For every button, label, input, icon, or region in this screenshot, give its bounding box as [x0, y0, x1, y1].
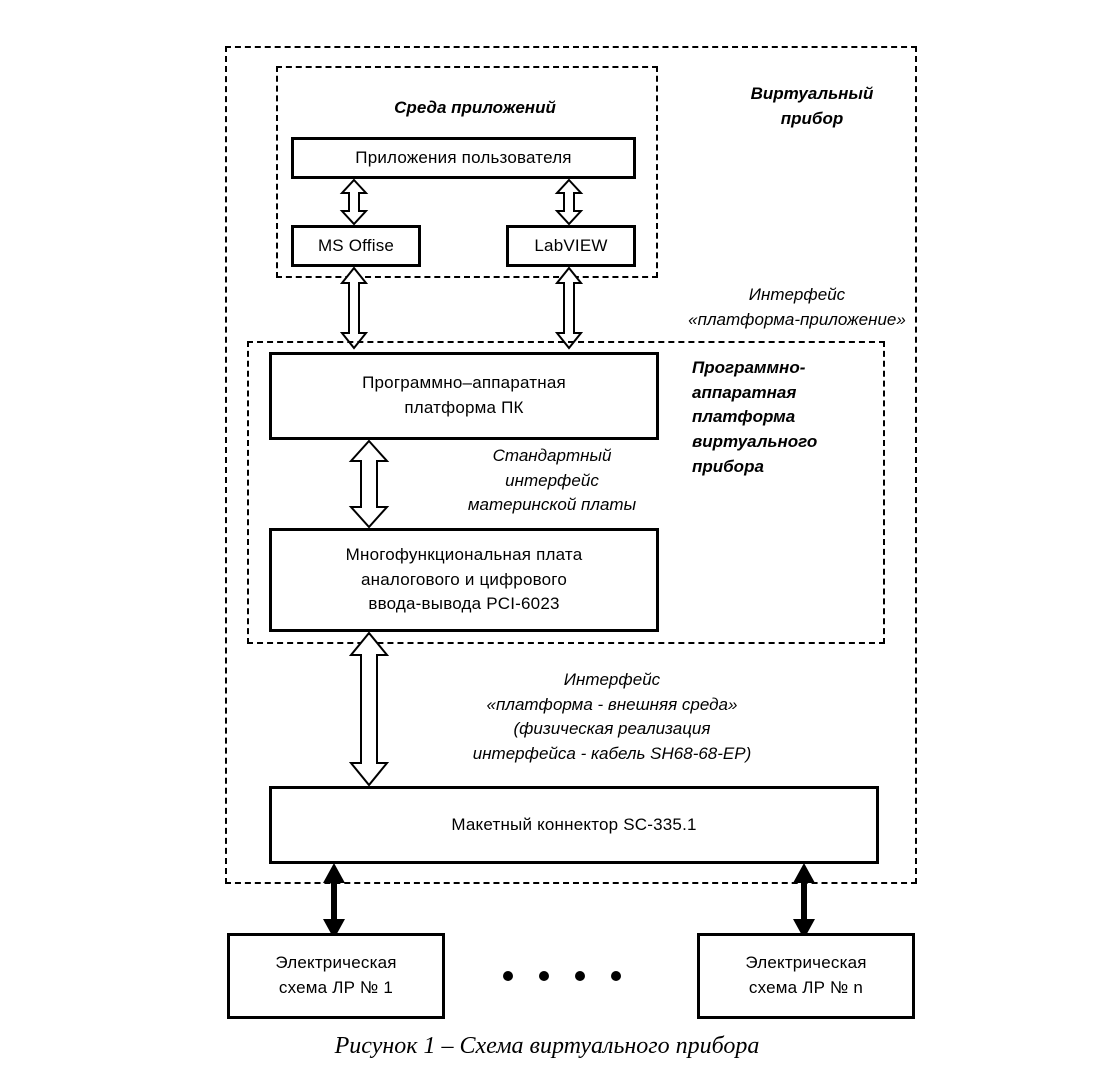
- box-daq-board: Многофункциональная плата аналогового и цифрового ввода-вывода PCI-6023: [269, 528, 659, 632]
- figure-caption: Рисунок 1 – Схема виртуального прибора: [334, 1033, 760, 1059]
- box-prototyping-connector: Макетный коннектор SC-335.1: [269, 786, 879, 864]
- label-interface-motherboard: Стандартный интерфейс материнской платы: [467, 446, 637, 515]
- dot: [539, 971, 549, 981]
- dot: [575, 971, 585, 981]
- ellipsis-dots: [503, 971, 621, 981]
- dot: [503, 971, 513, 981]
- application-environment-title: Среда приложений: [394, 98, 556, 117]
- box-lab-circuit-1: Электрическая схема ЛР № 1: [227, 933, 445, 1019]
- box-labview: LabVIEW: [506, 225, 636, 267]
- arrow-labview-platform: [552, 266, 586, 350]
- box-user-applications: Приложения пользователя: [291, 137, 636, 179]
- arrow-userapps-msoffice: [337, 178, 371, 226]
- outer-frame-label: Виртуальный прибор: [750, 84, 874, 128]
- arrow-userapps-labview: [552, 178, 586, 226]
- dot: [611, 971, 621, 981]
- arrow-pcplatform-daq: [347, 439, 391, 529]
- box-ms-office: MS Offise: [291, 225, 421, 267]
- arrow-connector-labn: [790, 863, 818, 939]
- arrow-connector-lab1: [320, 863, 348, 939]
- label-interface-platform-application: Интерфейс «платформа-приложение»: [688, 285, 906, 329]
- arrow-msoffice-platform: [337, 266, 371, 350]
- box-lab-circuit-n: Электрическая схема ЛР № n: [697, 933, 915, 1019]
- platform-frame-label: Программно- аппаратная платформа виртуального прибора: [692, 358, 818, 476]
- box-pc-platform: Программно–аппаратная платформа ПК: [269, 352, 659, 440]
- arrow-daq-connector: [347, 631, 391, 787]
- label-interface-external-environment: Интерфейс «платформа - внешняя среда» (физическая реализация интерфейса - кабель SH68-68-EP): [472, 670, 752, 763]
